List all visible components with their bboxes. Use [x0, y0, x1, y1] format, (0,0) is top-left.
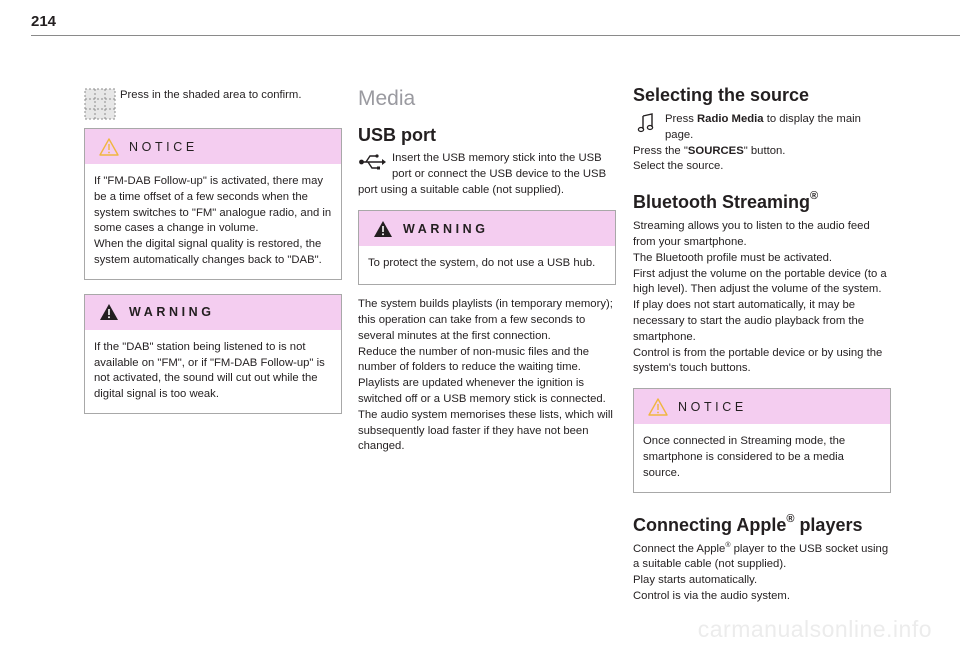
notice-label: NOTICE — [129, 139, 198, 154]
warning-box — [84, 294, 342, 414]
notice-warning-triangle-icon — [648, 398, 668, 416]
radio-media-label: Radio Media — [697, 113, 764, 125]
usb-warning-box — [358, 210, 616, 285]
column-middle — [358, 86, 616, 455]
usb-warning-body — [359, 246, 615, 284]
notice-warning-triangle-icon — [99, 138, 119, 156]
registered-mark: ® — [786, 512, 795, 525]
bluetooth-text: Streaming allows you to listen to the audio feed from your smartphone. The Bluetooth profile must be activated. First adjust the volume on the portable device (to a high level). Then adjust the volume of the system. If play does not start automatically, it may be necessary to start the audio playback from the smartphone. Control is from the portable device or by using the system's touch buttons. — [633, 220, 887, 375]
warning-body — [85, 330, 341, 413]
notice-header — [85, 129, 341, 164]
apple-step-1-a: Connect the Apple — [633, 542, 726, 555]
shaded-area-grid-icon — [84, 88, 116, 120]
usb-warning-text: To protect the system, do not use a USB hub. — [368, 257, 596, 270]
source-step-3: Select the source. — [633, 160, 724, 173]
notice-box — [84, 128, 342, 280]
connecting-apple-title — [633, 510, 891, 536]
bluetooth-notice-box — [633, 388, 891, 492]
apple-title-text-a: Connecting Apple — [633, 514, 787, 535]
bluetooth-notice-body — [634, 424, 890, 491]
usb-icon — [358, 152, 386, 172]
usb-port-title: USB port — [358, 125, 436, 145]
bluetooth-notice-label: NOTICE — [678, 399, 747, 414]
watermark: carmanualsonline.info — [697, 616, 932, 642]
sources-label: SOURCES — [687, 144, 744, 157]
warning-triangle-icon — [99, 303, 119, 321]
bluetooth-title-text: Bluetooth Streaming — [633, 192, 811, 213]
apple-step-2: Play starts automatically. Control is via the audio system. — [633, 574, 790, 602]
apple-title-text-b: players — [794, 514, 863, 535]
usb-warning-header — [359, 211, 615, 246]
source-step-1-post: to display the main page. — [665, 113, 861, 141]
warning-label: WARNING — [129, 305, 215, 320]
usb-warning-label: WARNING — [403, 221, 489, 236]
header-rule — [31, 35, 960, 36]
section-title-media: Media — [358, 87, 416, 110]
source-step-2-pre: Press the " — [633, 144, 688, 157]
bluetooth-notice-text: Once connected in Streaming mode, the smartphone is considered to be a media source. — [643, 435, 846, 479]
page-number: 214 — [31, 13, 57, 30]
selecting-source-title: Selecting the source — [633, 85, 810, 105]
bluetooth-streaming-title — [633, 187, 891, 213]
warning-header — [85, 295, 341, 330]
usb-paragraph — [358, 151, 616, 198]
source-paragraph — [633, 112, 891, 144]
bluetooth-notice-header — [634, 389, 890, 424]
source-step-1-pre: Press — [665, 113, 698, 125]
music-note-icon — [637, 113, 655, 133]
confirm-text: Press in the shaded area to confirm. — [120, 89, 302, 101]
source-step-1 — [633, 112, 891, 144]
source-step-2 — [633, 144, 891, 160]
registered-mark: ® — [725, 541, 731, 549]
warning-text: If the "DAB" station being listened to is not available on "FM", or if "FM-DAB Follow-up" is not activated, the sound will cut out while the digital signal is too weak. — [94, 340, 325, 401]
confirm-row — [84, 88, 342, 120]
registered-mark: ® — [810, 190, 819, 203]
warning-triangle-icon — [373, 220, 393, 238]
notice-text: If "FM-DAB Follow-up" is activated, there may be a time offset of a few seconds when the system switches to "FM" analogue radio, and in some cases a change in volume. When the digital signal quality is restored, the system automatically changes back to "DAB". — [94, 175, 332, 266]
column-right — [633, 84, 891, 605]
column-left — [84, 88, 342, 414]
apple-step-1-b: player to the USB socket using a suitable cable (not supplied). — [633, 542, 889, 571]
apple-step-1 — [633, 542, 891, 574]
notice-body — [85, 164, 341, 279]
usb-text: Insert the USB memory stick into the USB port or connect the USB device to the USB port using a suitable cable (not supplied). — [358, 152, 607, 196]
source-step-2-post: " button. — [743, 144, 786, 157]
playlist-text: The system builds playlists (in temporary memory); this operation can take from a few seconds to several minutes at the first connection. Reduce the number of non-music files and the number of folders to reduce the waiting time. Playlists are updated whenever the ignition is switched off or a USB memory stick is connected. The audio system memorises these lists, which will subsequently load faster if they have not been changed. — [358, 298, 613, 453]
